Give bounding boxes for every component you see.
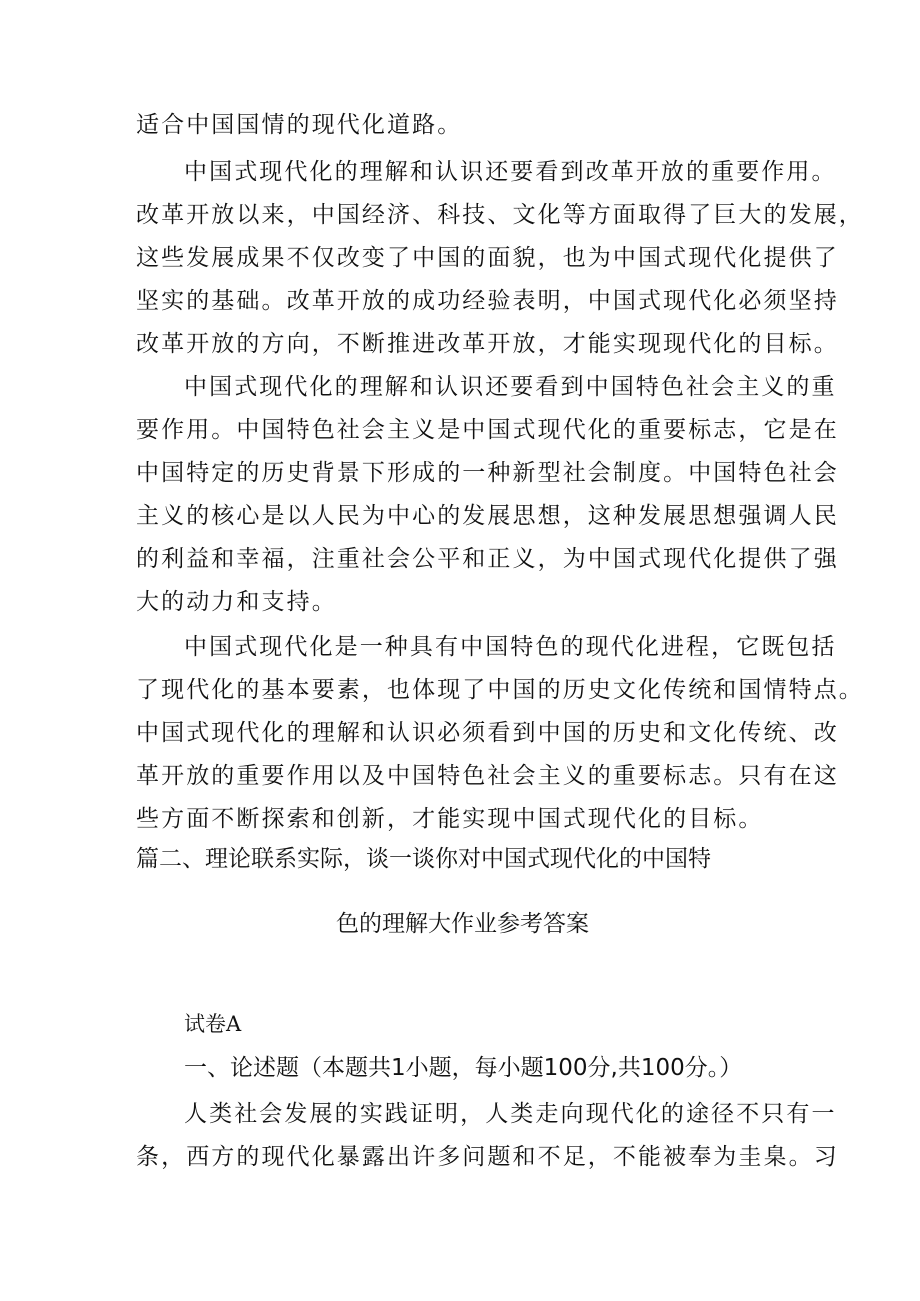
text-line: 条，西方的现代化暴露出许多问题和不足，不能被奉为圭臬。习: [136, 1144, 839, 1170]
text-line: 中国式现代化是一种具有中国特色的现代化进程，它既包括: [184, 634, 837, 660]
paper-label: 试卷A: [184, 1012, 242, 1036]
text-line: 人类社会发展的实践证明，人类走向现代化的途径不只有一: [184, 1101, 837, 1127]
text-line: 中国式现代化的理解和认识还要看到改革开放的重要作用。: [184, 159, 837, 185]
text-line: 坚实的基础。改革开放的成功经验表明，中国式现代化必须坚持: [136, 288, 839, 314]
text-line: 这些发展成果不仅改变了中国的面貌，也为中国式现代化提供了: [136, 245, 839, 271]
text-line: 些方面不断探索和创新，才能实现中国式现代化的目标。: [136, 806, 764, 832]
question-heading: 一、论述题（本题共1小题，每小题100分,共100分。）: [184, 1055, 743, 1081]
text-line: 改革开放以来，中国经济、科技、文化等方面取得了巨大的发展，: [136, 202, 864, 228]
text-line: 大的动力和支持。: [136, 589, 337, 615]
text-line: 要作用。中国特色社会主义是中国式现代化的重要标志，它是在: [136, 417, 839, 443]
text-line: 改革开放的方向，不断推进改革开放，才能实现现代化的目标。: [136, 331, 839, 357]
text-line: 的利益和幸福，注重社会公平和正义，为中国式现代化提供了强: [136, 546, 839, 572]
text-line: 主义的核心是以人民为中心的发展思想，这种发展思想强调人民: [136, 503, 839, 529]
text-line: 中国式现代化的理解和认识必须看到中国的历史和文化传统、改: [136, 720, 839, 746]
section-title: 篇二、理论联系实际，谈一谈你对中国式现代化的中国特: [136, 846, 711, 872]
text-line: 适合中国国情的现代化道路。: [136, 112, 463, 138]
text-line: 中国式现代化的理解和认识还要看到中国特色社会主义的重: [184, 374, 837, 400]
text-line: 了现代化的基本要素，也体现了中国的历史文化传统和国情特点。: [136, 677, 864, 703]
text-line: 革开放的重要作用以及中国特色社会主义的重要标志。只有在这: [136, 763, 839, 789]
text-line: 中国特定的历史背景下形成的一种新型社会制度。中国特色社会: [136, 460, 839, 486]
section-title: 色的理解大作业参考答案: [336, 911, 589, 937]
